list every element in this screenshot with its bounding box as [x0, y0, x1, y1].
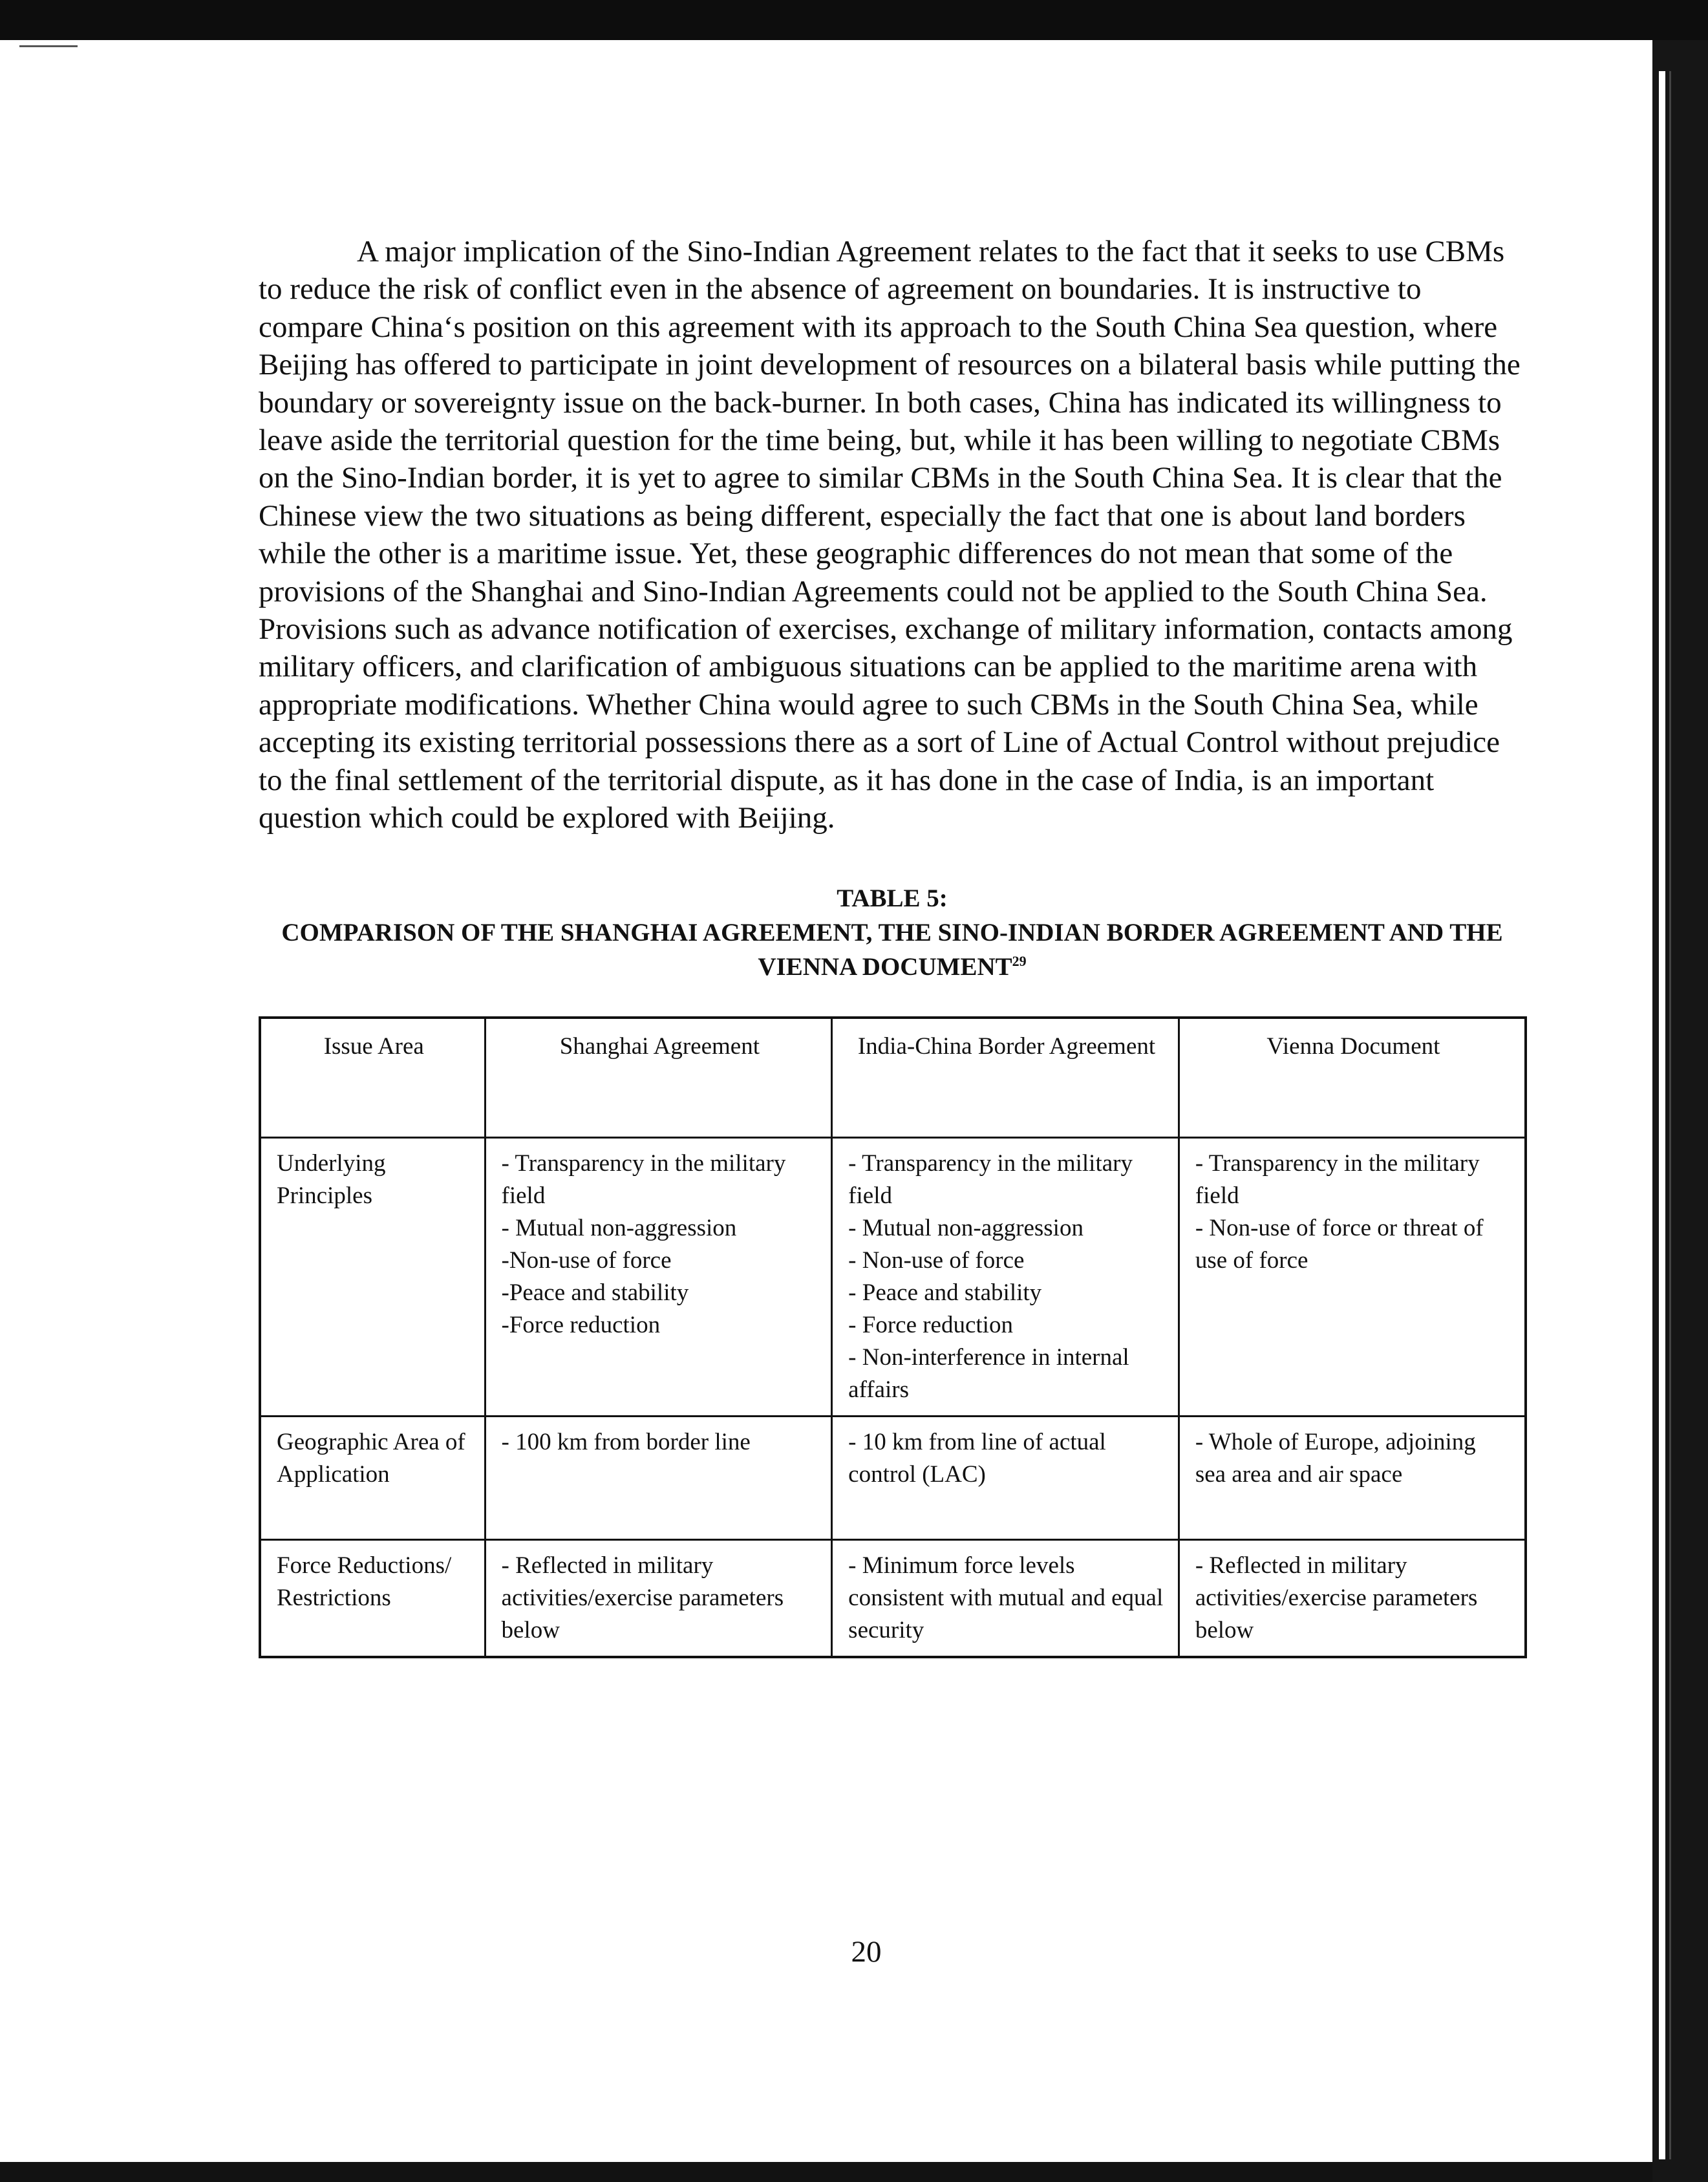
issue-cell: Force Reductions/ Restrictions: [260, 1539, 485, 1657]
scan-right-border-line: [1669, 71, 1671, 2159]
scan-top-border: [0, 0, 1708, 40]
table-row: [260, 1137, 1526, 1416]
shanghai-cell: [485, 1137, 832, 1416]
cell-line: - Non-interference in internal affairs: [848, 1343, 1129, 1403]
scan-right-border-gap: [1659, 71, 1665, 2159]
vienna-cell: [1179, 1416, 1526, 1539]
shanghai-cell: [485, 1539, 832, 1657]
page-number: 20: [851, 1935, 882, 1969]
cell-line: - Reflected in military activities/exercise parameters below: [1195, 1552, 1478, 1643]
cell-line: -Force reduction: [501, 1311, 661, 1338]
issue-cell: Underlying Principles: [260, 1137, 485, 1416]
header-shanghai: Shanghai Agreement: [485, 1018, 832, 1138]
cell-line: - Mutual non-aggression: [848, 1214, 1084, 1241]
cell-line: - Force reduction: [848, 1311, 1013, 1338]
cell-line: - 100 km from border line: [501, 1428, 751, 1455]
vienna-cell: [1179, 1137, 1526, 1416]
cell-line: - Mutual non-aggression: [501, 1214, 737, 1241]
scan-left-mark: [19, 45, 78, 47]
cell-line: -Non-use of force: [501, 1246, 672, 1274]
cell-line: - Reflected in military activities/exercise parameters below: [501, 1552, 784, 1643]
india-china-cell: [832, 1416, 1179, 1539]
cell-line: - Peace and stability: [848, 1279, 1042, 1306]
cell-line: - Transparency in the military field: [501, 1150, 786, 1209]
header-india-china: India-China Border Agreement: [832, 1018, 1179, 1138]
cell-line: - Transparency in the military field: [848, 1150, 1133, 1209]
cell-line: - Transparency in the military field: [1195, 1150, 1480, 1209]
cell-line: - Non-use of force or threat of use of force: [1195, 1214, 1484, 1274]
cell-line: -Peace and stability: [501, 1279, 689, 1306]
footnote-ref: 29: [1012, 952, 1027, 969]
india-china-cell: [832, 1137, 1179, 1416]
table-caption: COMPARISON OF THE SHANGHAI AGREEMENT, THE SINO-INDIAN BORDER AGREEMENT AND THE VIENNA DOCUMENT: [281, 918, 1503, 981]
cell-line: - 10 km from line of actual control (LAC): [848, 1428, 1106, 1488]
header-issue-area: Issue Area: [260, 1018, 485, 1138]
header-vienna: Vienna Document: [1179, 1018, 1526, 1138]
table-header-row: [260, 1018, 1526, 1138]
vienna-cell: [1179, 1539, 1526, 1657]
shanghai-cell: [485, 1416, 832, 1539]
table-heading: [259, 881, 1526, 984]
table-row: [260, 1539, 1526, 1657]
issue-cell: Geographic Area of Application: [260, 1416, 485, 1539]
scan-bottom-border: [0, 2162, 1652, 2182]
body-paragraph: A major implication of the Sino-Indian Agreement relates to the fact that it seeks to use CBMs to reduce the risk of conflict even in the absence of agreement on boundaries. It is instructive to compare China‘s position on this agreement with its approach to the South China Sea question, where Beijing has offered to participate in joint development of resources on a bilateral basis while putting the boundary or sovereignty issue on the back-burner. In both cases, China has indicated its willingness to leave aside the territorial question for the time being, but, while it has been willing to negotiate CBMs on the Sino-Indian border, it is yet to agree to similar CBMs in the South China Sea. It is clear that the Chinese view the two situations as being different, especially the fact that one is about land borders while the other is a maritime issue. Yet, these geographic differences do not mean that some of the provisions of the Shanghai and Sino-Indian Agreements could not be applied to the South China Sea. Provisions such as advance notification of exercises, exchange of military information, contacts among military officers, and clarification of ambiguous situations can be applied to the maritime arena with appropriate modifications. Whether China would agree to such CBMs in the South China Sea, while accepting its existing territorial possessions there as a sort of Line of Actual Control without prejudice to the final settlement of the territorial dispute, as it has done in the case of India, is an important question which could be explored with Beijing.: [259, 235, 1521, 835]
table-label: TABLE 5:: [837, 884, 948, 912]
table-row: [260, 1416, 1526, 1539]
india-china-cell: [832, 1539, 1179, 1657]
table-caption-wrap: [259, 915, 1526, 984]
cell-line: - Non-use of force: [848, 1246, 1025, 1274]
cell-line: - Minimum force levels consistent with mutual and equal security: [848, 1552, 1164, 1643]
comparison-table: [259, 1016, 1527, 1658]
cell-line: - Whole of Europe, adjoining sea area and air space: [1195, 1428, 1476, 1488]
document-page: [259, 233, 1526, 1658]
